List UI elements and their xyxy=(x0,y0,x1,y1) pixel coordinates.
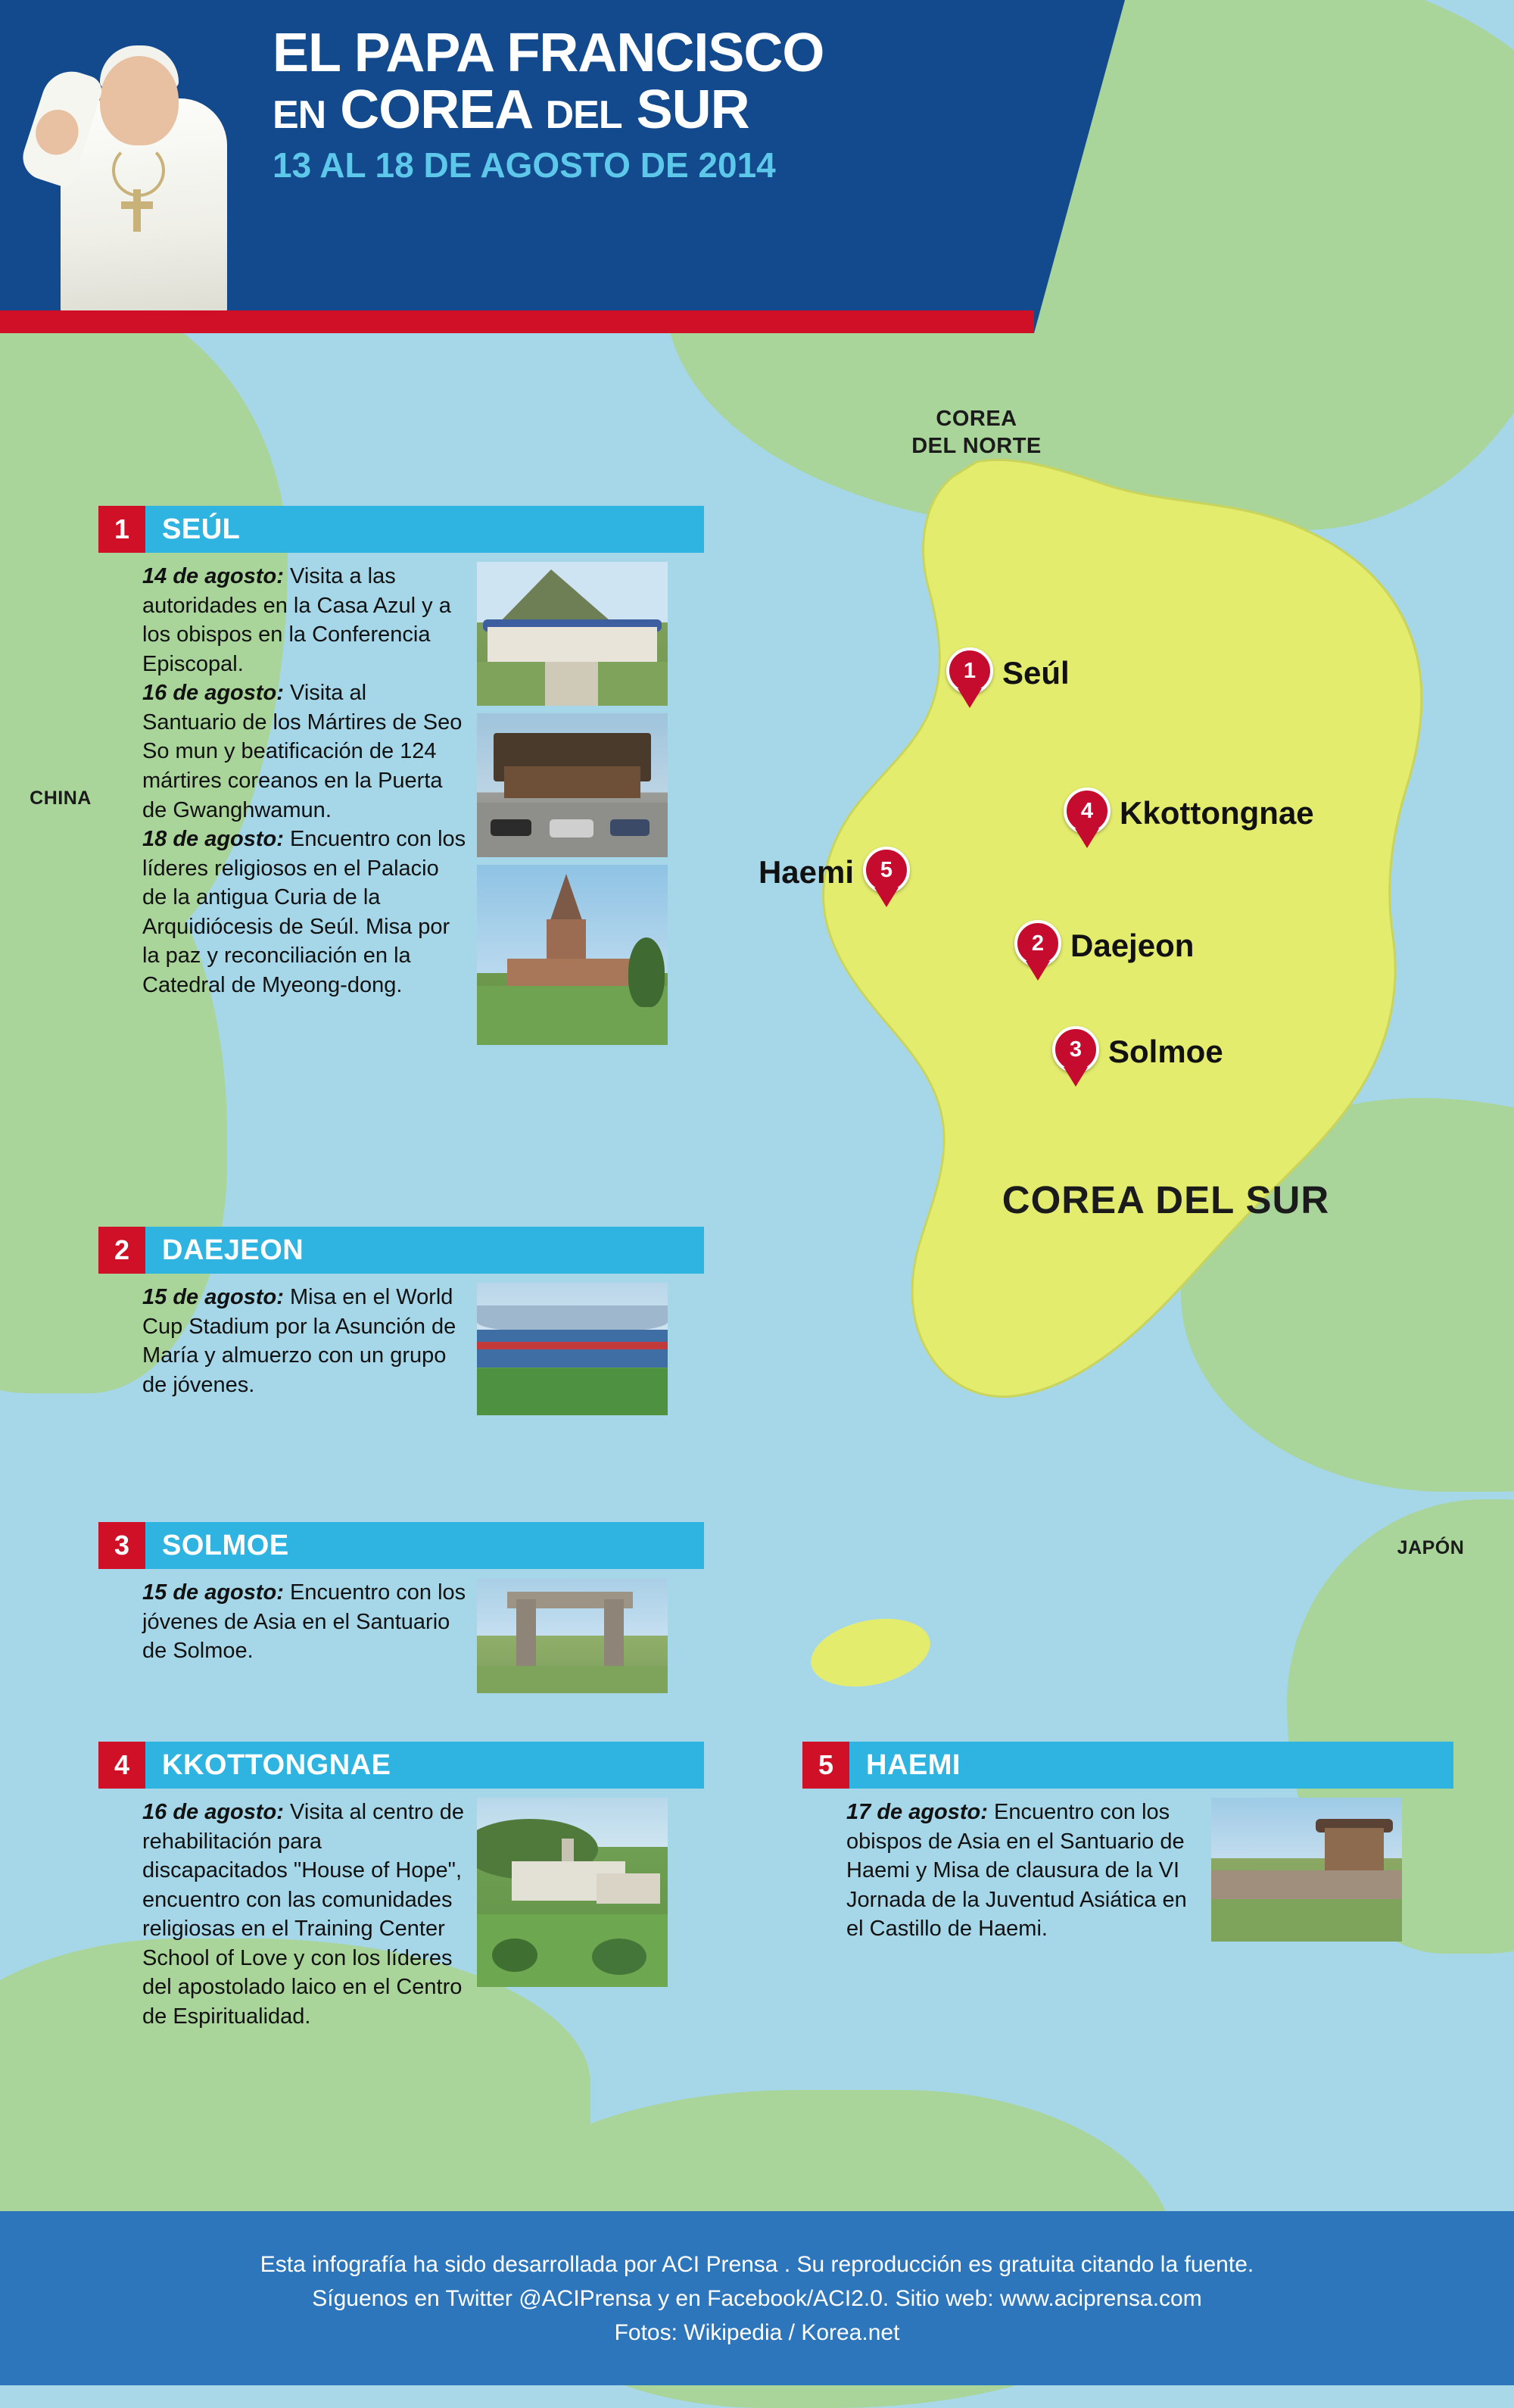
map-pin-solmoe[interactable] xyxy=(1052,1026,1223,1073)
section-title: HAEMI xyxy=(866,1748,961,1781)
entry-date: 17 de agosto: xyxy=(846,1800,988,1824)
section-header xyxy=(98,1227,704,1274)
entry-date: 15 de agosto: xyxy=(142,1580,284,1605)
pope-francis-photo xyxy=(30,9,257,312)
map-pin-label: Daejeon xyxy=(1070,928,1195,963)
header-dates: 13 AL 18 DE AGOSTO DE 2014 xyxy=(273,145,776,185)
section-kkottongnae xyxy=(98,1742,704,2032)
section-photo-column xyxy=(477,562,668,1045)
header-title-del: DEL xyxy=(545,93,622,138)
map-pin-label: Solmoe xyxy=(1108,1034,1223,1069)
map-pin-number: 1 xyxy=(946,647,993,694)
section-text xyxy=(98,1798,477,2032)
world-cup-stadium-photo xyxy=(477,1283,668,1415)
section-number: 1 xyxy=(98,506,145,553)
section-title: SEÚL xyxy=(162,513,241,545)
map-pin-number: 5 xyxy=(863,847,910,894)
section-photo-column xyxy=(477,1578,668,1693)
entry-paragraph xyxy=(142,678,466,825)
footer-line-1: Esta infografía ha sido desarrollada por ACI Prensa . Su reproducción es gratuita citando la fuente. xyxy=(260,2251,1254,2277)
section-haemi xyxy=(802,1742,1453,1944)
section-text xyxy=(98,1283,477,1415)
entry-text: Encuentro con los obispos de Asia en el Santuario de Haemi y Misa de clausura de la VI Jornada de la Juventud Asiática en el Castillo de Haemi. xyxy=(846,1800,1187,1942)
entry-paragraph xyxy=(142,562,466,678)
header-red-bar xyxy=(0,310,1034,333)
map-label-south-korea: COREA DEL SUR xyxy=(1002,1178,1330,1221)
section-photo-column xyxy=(477,1798,668,2032)
gwanghwamun-gate-photo xyxy=(477,713,668,857)
header-text-block xyxy=(273,23,999,186)
header-title-corea: COREA xyxy=(340,80,531,141)
entry-text: Visita al centro de rehabilitación para discapacitados "House of Hope", encuentro con las comunidades religiosas en el Training Center School of Love y con los líderes del apostolado laico en el Centro de Espiritualidad. xyxy=(142,1800,464,2029)
map-pin-seul[interactable] xyxy=(946,647,1070,694)
entry-date: 14 de agosto: xyxy=(142,564,284,588)
entry-text: Encuentro con los jóvenes de Asia en el Santuario de Solmoe. xyxy=(142,1580,466,1664)
section-daejeon xyxy=(98,1227,704,1415)
entry-paragraph xyxy=(142,1578,466,1666)
entry-date: 16 de agosto: xyxy=(142,681,284,706)
map-pin-kkottongnae[interactable] xyxy=(1064,788,1314,834)
entry-text: Encuentro con los líderes religiosos en el Palacio de la antigua Curia de la Arquidiócesis de Seúl. Misa por la paz y reconciliación en la Catedral de Myeong-dong. xyxy=(142,827,466,997)
entry-date: 16 de agosto: xyxy=(142,1800,284,1824)
section-title: SOLMOE xyxy=(162,1529,289,1561)
entry-date: 18 de agosto: xyxy=(142,827,284,852)
entry-date: 15 de agosto: xyxy=(142,1285,284,1309)
casa-azul-photo xyxy=(477,562,668,706)
section-header xyxy=(98,1522,704,1569)
section-text xyxy=(98,562,477,1045)
section-header xyxy=(98,506,704,553)
section-text xyxy=(802,1798,1211,1944)
entry-text: Visita al Santuario de los Mártires de Seo So mun y beatificación de 124 mártires coreanos en la Puerta de Gwanghwamun. xyxy=(142,681,463,822)
section-photo-column xyxy=(477,1283,668,1415)
header-title-sur: SUR xyxy=(636,80,749,141)
footer-line-2: Síguenos en Twitter @ACIPrensa y en Facebook/ACI2.0. Sitio web: www.aciprensa.com xyxy=(312,2285,1202,2311)
map-pin-number: 4 xyxy=(1064,788,1111,834)
map-pin-number: 3 xyxy=(1052,1026,1099,1073)
section-text xyxy=(98,1578,477,1693)
section-number: 5 xyxy=(802,1742,849,1789)
entry-paragraph xyxy=(142,1283,466,1399)
section-header xyxy=(802,1742,1453,1789)
entry-text: Visita a las autoridades en la Casa Azul y a los obispos en la Conferencia Episcopal. xyxy=(142,564,451,676)
entry-text: Misa en el World Cup Stadium por la Asunción de María y almuerzo con un grupo de jóvenes. xyxy=(142,1285,456,1397)
section-title: KKOTTONGNAE xyxy=(162,1748,391,1781)
myeongdong-cathedral-photo xyxy=(477,865,668,1045)
solmoe-shrine-photo xyxy=(477,1578,668,1693)
footer-line-3: Fotos: Wikipedia / Korea.net xyxy=(614,2319,900,2345)
footer-credits xyxy=(0,2211,1514,2385)
header-banner xyxy=(0,0,1034,333)
section-photo-column xyxy=(1211,1798,1402,1944)
section-solmoe xyxy=(98,1522,704,1693)
jeju-island xyxy=(805,1608,936,1696)
section-title: DAEJEON xyxy=(162,1234,304,1266)
kkottongnae-center-photo xyxy=(477,1798,668,1987)
map-pin-label: Seúl xyxy=(1002,655,1070,691)
header-corner-notch xyxy=(1034,0,1125,333)
section-number: 2 xyxy=(98,1227,145,1274)
header-title-line2 xyxy=(273,80,999,141)
entry-paragraph xyxy=(142,1798,466,2032)
map-label-china: CHINA xyxy=(30,788,92,809)
map-label-japan: JAPÓN xyxy=(1397,1537,1465,1558)
entry-paragraph xyxy=(846,1798,1201,1944)
map-label-north-korea: COREA DEL NORTE xyxy=(911,407,1042,459)
section-number: 3 xyxy=(98,1522,145,1569)
map-pin-label: Kkottongnae xyxy=(1120,795,1314,831)
header-title-line1: EL PAPA FRANCISCO xyxy=(273,23,824,83)
map-pin-label: Haemi xyxy=(758,854,854,890)
map-pin-daejeon[interactable] xyxy=(1014,920,1195,967)
section-seul xyxy=(98,506,704,1045)
entry-paragraph xyxy=(142,825,466,1000)
map-pin-number: 2 xyxy=(1014,920,1061,967)
section-header xyxy=(98,1742,704,1789)
map-pin-haemi[interactable] xyxy=(758,847,910,894)
header-title-en: EN xyxy=(273,93,326,138)
haemi-castle-photo xyxy=(1211,1798,1402,1942)
section-number: 4 xyxy=(98,1742,145,1789)
